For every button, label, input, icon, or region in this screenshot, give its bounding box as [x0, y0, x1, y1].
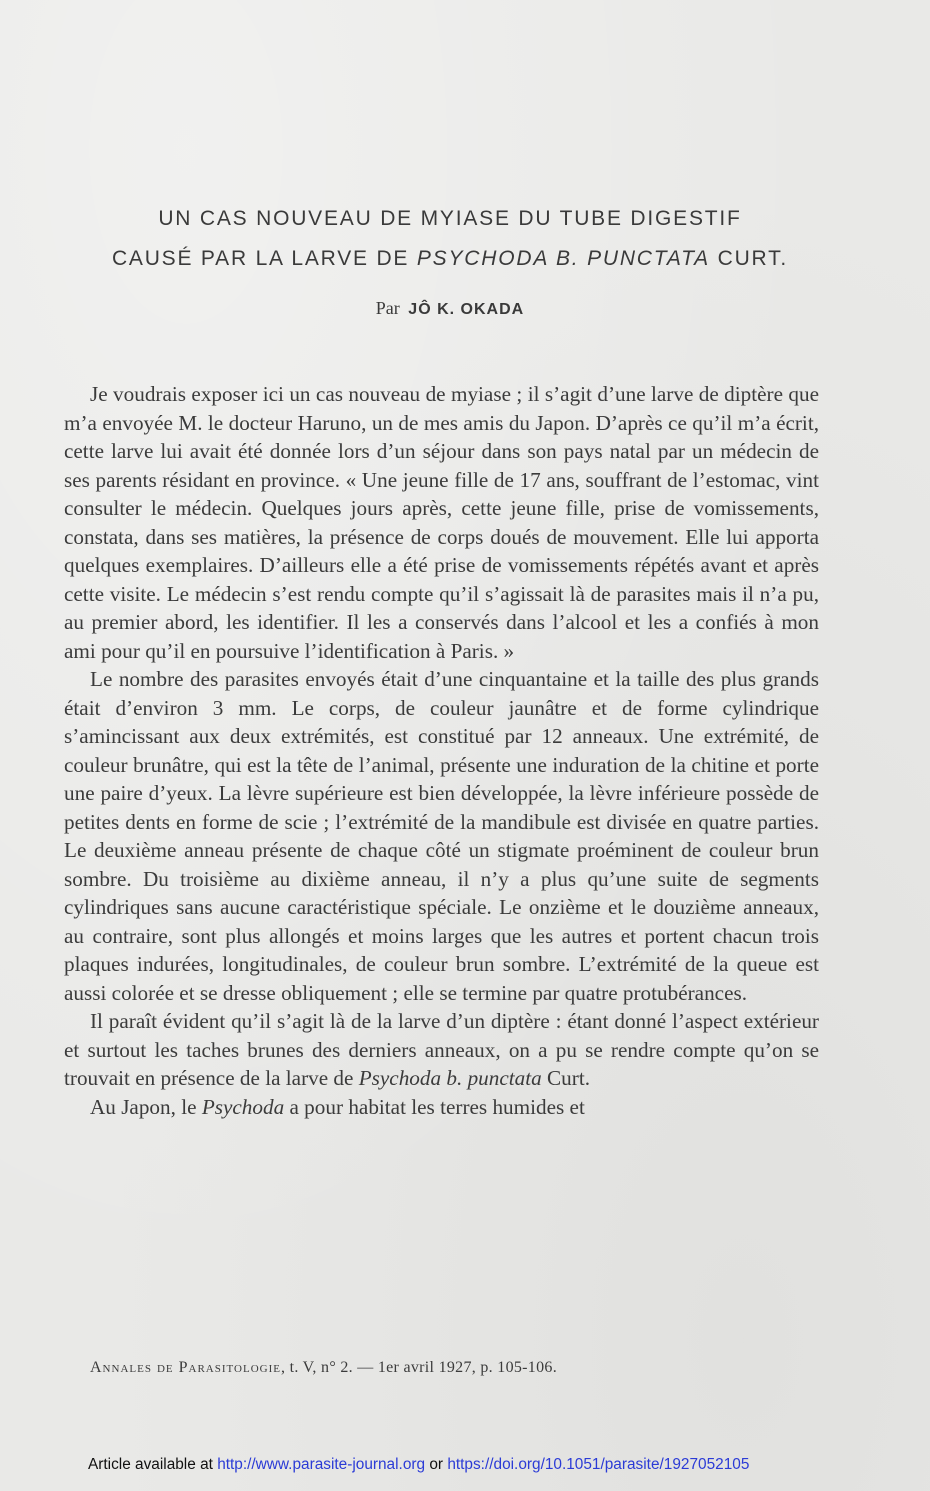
- title-prefix: CAUSÉ PAR LA LARVE DE: [111, 247, 417, 270]
- author-line: [40, 298, 860, 319]
- author-prefix: Par: [375, 298, 400, 318]
- journal-citation: [90, 1359, 790, 1377]
- availability-prefix: Article available at: [88, 1456, 218, 1473]
- citation-details: , t. V, n° 2. — 1er avril 1927, p. 105-106.: [280, 1359, 557, 1376]
- article-title-line-1: UN CAS NOUVEAU DE MYIASE DU TUBE DIGESTIF: [158, 207, 742, 230]
- title-suffix: CURT.: [709, 247, 789, 270]
- availability-notice: [88, 1456, 749, 1474]
- paragraph-2: Le nombre des parasites envoyés était d’une cinquantaine et la taille des plus grands était d’environ 3 mm. Le corps, de couleur jaunâtre et de forme cylindrique s’amincissant aux deux extrémités, est constitué par 12 anneaux. Une extrémité, de couleur brunâtre, qui est la tête de l’animal, présente une induration de la chitine et porte une paire d’yeux. La lèvre supérieure est bien développée, la lèvre inférieure possède de petites dents en forme de scie ; l’extrémité de la mandibule est divisée en quatre parties. Le deuxième anneau présente de chaque côté un stigmate proéminent de couleur brun sombre. Du troisième au dixième anneau, il n’y a plus qu’une suite de segments cylindriques sans aucune caractéristique spéciale. Le onzième et le douzième anneaux, au contraire, sont plus allongés et moins larges que les autres et portent chacun trois plaques indurées, longitudinales, de couleur brun sombre. L’extrémité de la queue est aussi colorée et se dresse obliquement ; elle se termine par quatre protubérances.: [64, 667, 819, 1005]
- paragraph-4-genus: Psychoda: [201, 1094, 285, 1119]
- paragraph-3-end: Curt.: [541, 1066, 590, 1090]
- journal-name: Annales de Parasitologie: [90, 1359, 281, 1376]
- paragraph-4-start: Au Japon, le: [90, 1094, 202, 1119]
- article-body: [64, 380, 819, 1121]
- doi-link[interactable]: https://doi.org/10.1051/parasite/1927052105: [447, 1456, 750, 1473]
- paragraph-3: [64, 1007, 819, 1093]
- paragraph-3-species: Psychoda b. punctata: [358, 1066, 542, 1090]
- paragraph-4: [64, 1093, 819, 1122]
- paragraph-4-text: a pour habitat les terres humides et: [284, 1094, 585, 1119]
- journal-website-link[interactable]: http://www.parasite-journal.org: [217, 1456, 426, 1473]
- paragraph-1: Je voudrais exposer ici un cas nouveau de myiase ; il s’agit d’une larve de diptère que m’a envoyée M. le docteur Haruno, un de mes amis du Japon. D’après ce qu’il m’a écrit, cette larve lui avait été donnée lors d’un séjour dans son pays natal par un médecin de ses parents résidant en province. « Une jeune fille de 17 ans, souffrant de l’estomac, vint consulter le médecin. Quelques jours après, cette jeune fille, prise de vomissements, constata, dans ses matières, la présence de corps doués de mouvement. Elle lui apporta quelques exemplaires. D’ailleurs elle a été prise de vomissements répétés avant et après cette visite. Le médecin s’est rendu compte qu’il s’agissait là de parasites mais il n’a pu, au premier abord, les identifier. Il les a conservés dans l’alcool et les a confiés à mon ami pour qu’il en poursuive l’identification à Paris. »: [64, 382, 819, 663]
- availability-middle: or: [425, 1456, 448, 1473]
- author-name: JÔ K. OKADA: [408, 301, 525, 318]
- paragraph-3-text: Il paraît évident qu’il s’agit là de la larve d’un diptère : étant donné l’aspect extérieur et surtout les taches brunes des derniers anneaux, on a pu se rendre compte qu’on se trouvait en présence de la larve de: [64, 1009, 819, 1090]
- title-species: PSYCHODA B. PUNCTATA: [416, 247, 710, 270]
- article-title-line-2: [40, 239, 860, 279]
